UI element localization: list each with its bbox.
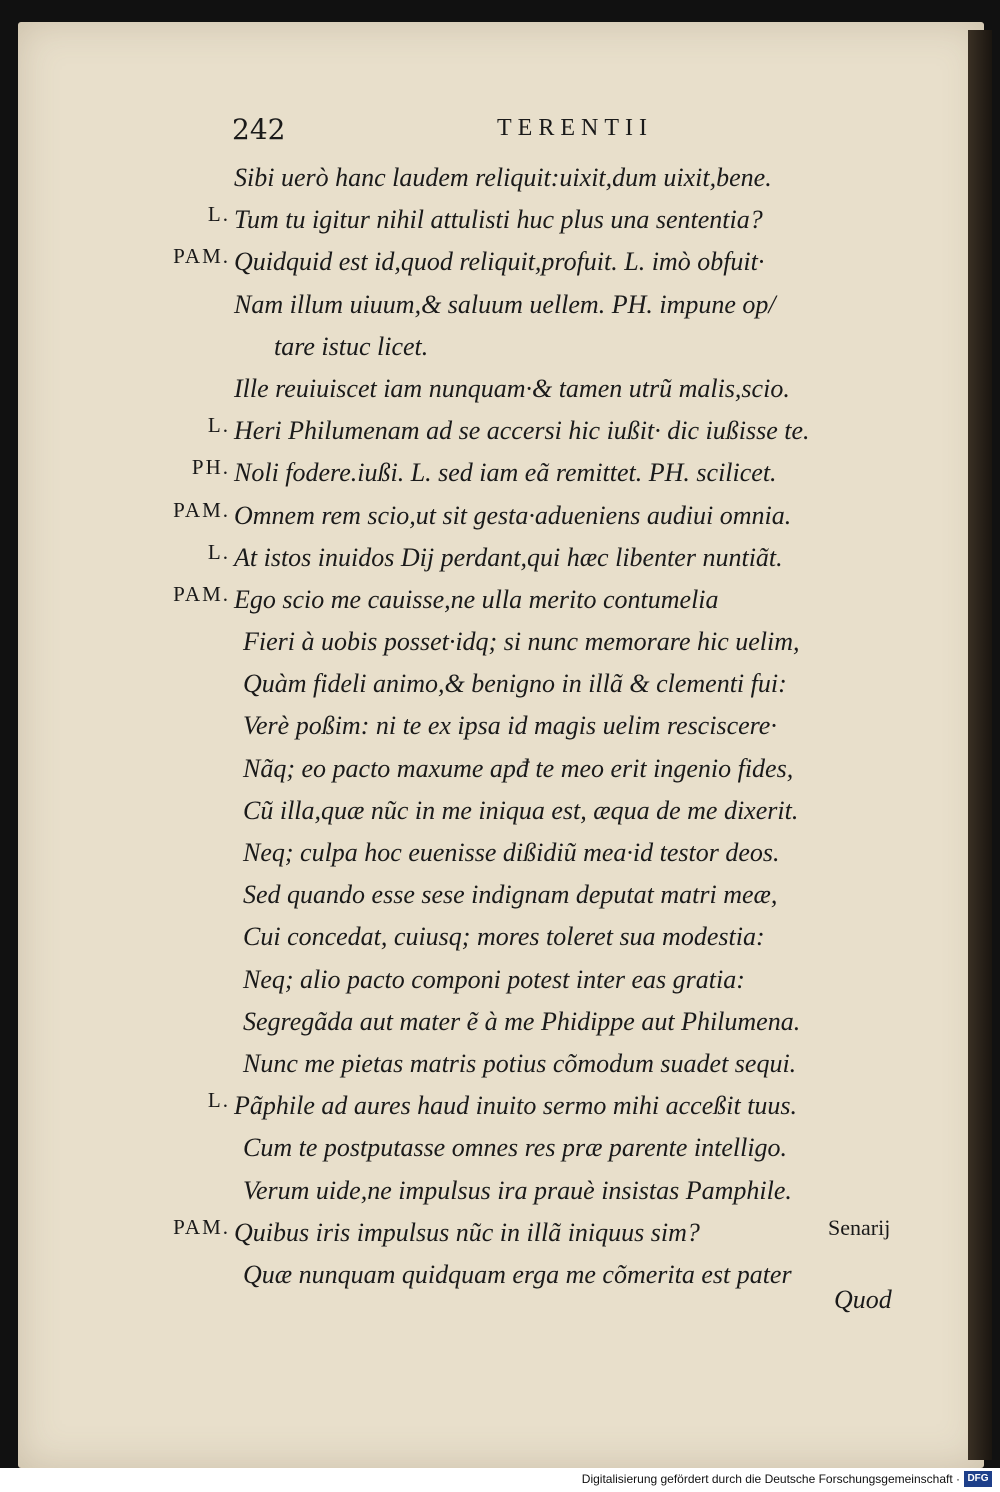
verse-line-text: Quæ nunquam quidquam erga me cõmerita est pater (243, 1259, 792, 1289)
verse-line-text: Ille reuiuiscet iam nunquam·& tamen utrũ malis,scio. (234, 373, 790, 403)
verse-line (0, 498, 1000, 540)
verse-line (0, 455, 1000, 497)
verse-text (0, 160, 1000, 1299)
verse-line (0, 244, 1000, 286)
catchword: Quod (834, 1285, 892, 1314)
verse-line-text: Cui concedat, cuiusq; mores toleret sua modestia: (243, 922, 765, 952)
verse-line (0, 835, 1000, 877)
speaker-label: PH. (191, 455, 230, 480)
dfg-logo-icon: DFG (964, 1471, 992, 1487)
verse-line (0, 1215, 1000, 1257)
verse-line-text: At istos inuidos Dij perdant,qui hæc libenter nuntiãt. (234, 542, 783, 572)
verse-line (0, 919, 1000, 961)
verse-line-text: Verè poßim: ni te ex ipsa id magis uelim resciscere· (243, 711, 777, 741)
verse-line-text: Cũ illa,quæ nũc in me iniqua est, æqua de me dixerit. (243, 795, 799, 825)
verse-line-text: Noli fodere.iußi. L. sed iam eã remittet. PH. scilicet. (234, 458, 777, 488)
page-header (0, 113, 1000, 146)
verse-line-text: Heri Philumenam ad se accersi hic iußit· dic iußisse te. (234, 416, 810, 446)
speaker-label: PAM. (173, 497, 230, 522)
margin-note: Senarij (828, 1214, 891, 1240)
verse-line (0, 666, 1000, 708)
verse-line (0, 1046, 1000, 1088)
verse-line (0, 1004, 1000, 1046)
verse-line (0, 160, 1000, 202)
verse-line-text: tare istuc licet. (274, 331, 429, 361)
verse-line-text: Nunc me pietas matris potius cõmodum suadet sequi. (243, 1048, 797, 1078)
verse-line (0, 962, 1000, 1004)
verse-line (0, 708, 1000, 750)
footer-credit: Digitalisierung gefördert durch die Deutsche Forschungsgemeinschaft · (581, 1472, 960, 1486)
footer-bar (0, 1468, 1000, 1492)
speaker-label: PAM. (173, 1214, 230, 1239)
running-title: TERENTII (497, 115, 653, 141)
speaker-label: L. (207, 539, 230, 564)
verse-line (0, 793, 1000, 835)
verse-line-text: Tum tu igitur nihil attulisti huc plus una sententia? (234, 205, 763, 235)
speaker-label: L. (207, 1088, 230, 1113)
verse-line (0, 1130, 1000, 1172)
verse-line (0, 1173, 1000, 1215)
verse-line-text: Pãphile ad aures haud inuito sermo mihi acceßit tuus. (234, 1091, 798, 1121)
verse-line-text: Verum uide,ne impulsus ira prauè insistas Pamphile. (243, 1175, 792, 1205)
verse-line-text: Segregãda aut mater ẽ à me Phidippe aut Philumena. (243, 1006, 801, 1036)
verse-line (0, 1088, 1000, 1130)
verse-line (0, 413, 1000, 455)
verse-line (0, 202, 1000, 244)
verse-line-text: Omnem rem scio,ut sit gesta·adueniens audiui omnia. (234, 500, 792, 530)
verse-line-text: Cum te postputasse omnes res præ parente intelligo. (243, 1133, 788, 1163)
verse-line (0, 287, 1000, 329)
verse-line-text: Quibus iris impulsus nũc in illã iniquus sim? (234, 1217, 700, 1247)
verse-line-text: Neq; culpa hoc euenisse dißidiũ mea·id testor deos. (243, 838, 780, 867)
verse-line-text: Sibi uerò hanc laudem reliquit:uixit,dum uixit,bene. (234, 163, 772, 192)
verse-line-text: Nam illum uiuum,& saluum uellem. PH. impune op/ (234, 289, 776, 319)
verse-line-text: Neq; alio pacto componi potest inter eas gratia: (243, 964, 745, 994)
speaker-label: L. (207, 202, 230, 227)
verse-line-text: Quàm fideli animo,& benigno in illã & clementi fui: (243, 669, 787, 699)
speaker-label: PAM. (173, 581, 230, 606)
verse-line-text: Nãq; eo pacto maxume apđ te meo erit ingenio fides, (243, 753, 794, 783)
verse-line (0, 751, 1000, 793)
page-number: 242 (232, 113, 286, 146)
verse-line (0, 582, 1000, 624)
verse-line (0, 540, 1000, 582)
speaker-label: L. (207, 413, 230, 438)
verse-line (0, 877, 1000, 919)
verse-line-text: Quidquid est id,quod reliquit,profuit. L. imò obfuit· (234, 247, 765, 277)
speaker-label: PAM. (173, 244, 230, 269)
verse-line (0, 624, 1000, 666)
verse-line-text: Sed quando esse sese indignam deputat matri meæ, (243, 880, 778, 910)
verse-line-text: Fieri à uobis posset·idq; si nunc memorare hic uelim, (243, 627, 800, 657)
verse-line (0, 329, 1000, 371)
verse-line (0, 371, 1000, 413)
verse-line-text: Ego scio me cauisse,ne ulla merito contumelia (234, 584, 719, 614)
